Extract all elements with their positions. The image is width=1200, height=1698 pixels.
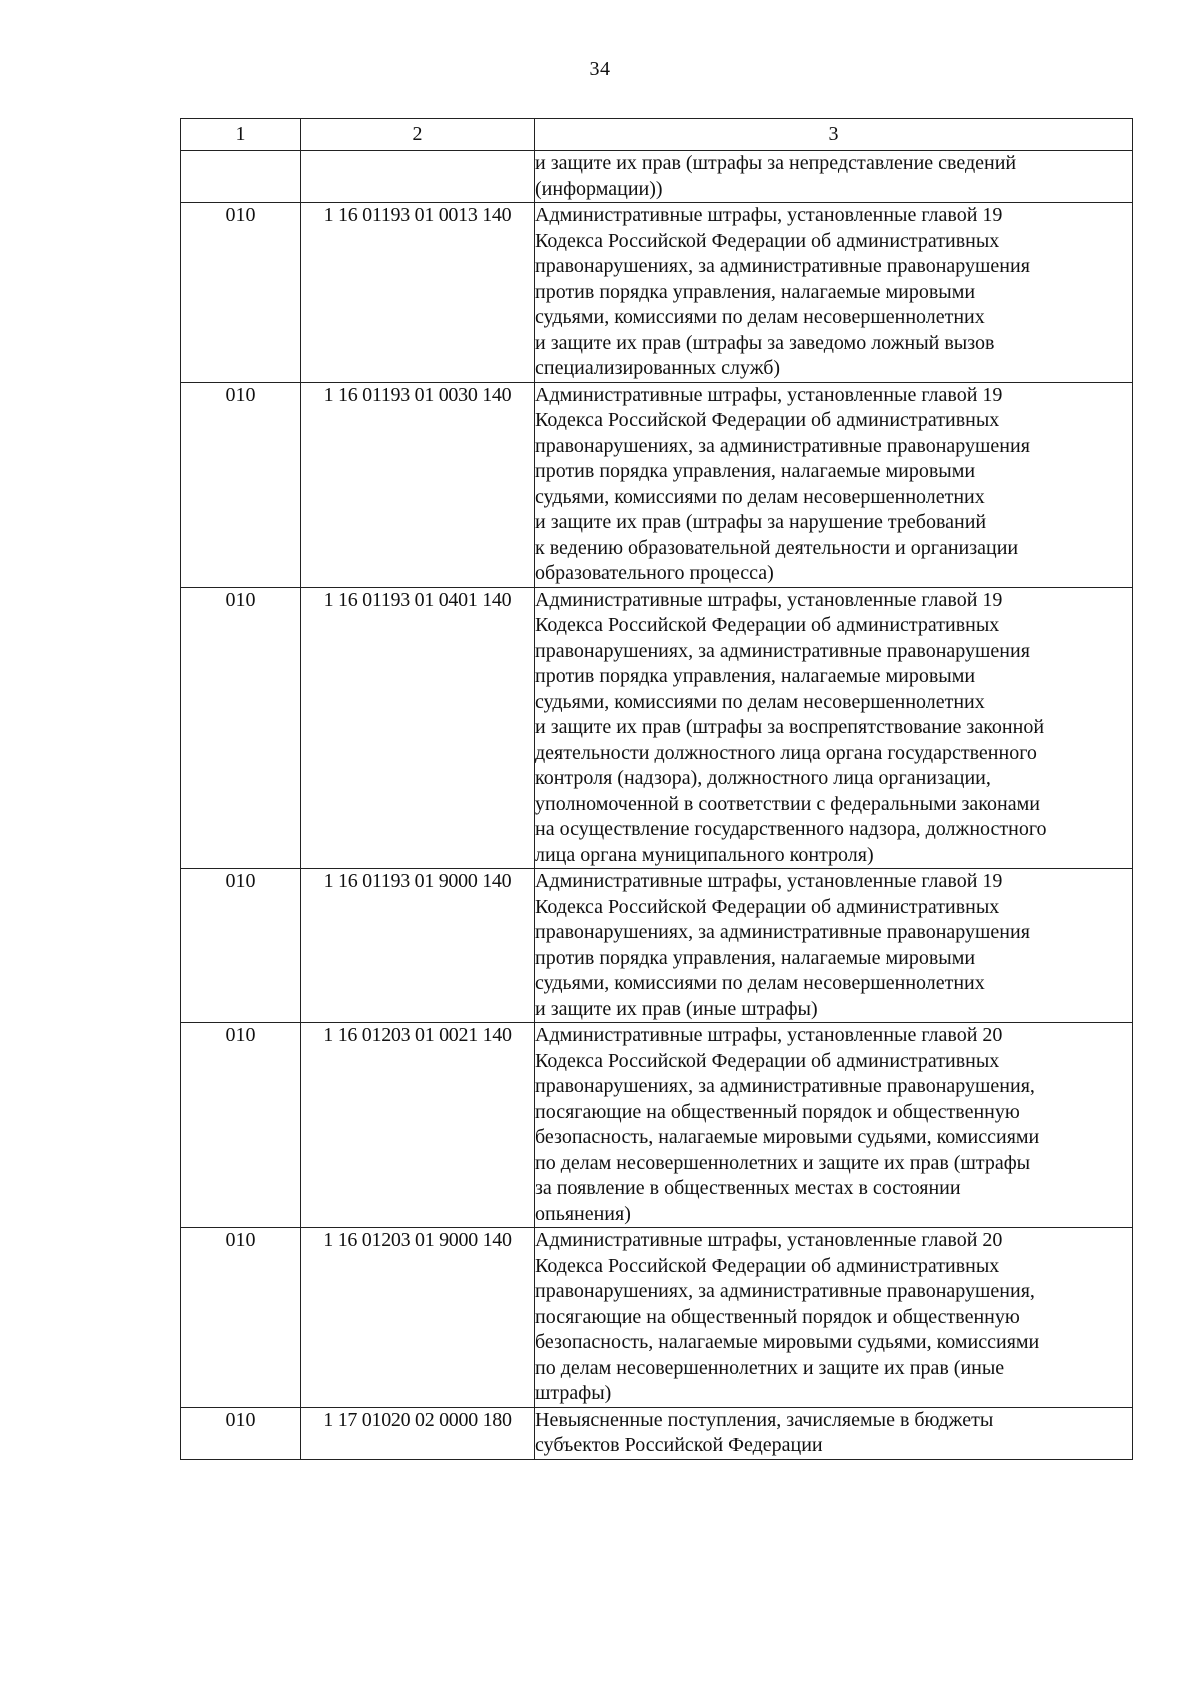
- budget-classification-code-cell: 1 16 01193 01 9000 140: [301, 869, 535, 1023]
- description-line: Административные штрафы, установленные главой 20: [535, 1024, 1003, 1046]
- description-line: лица органа муниципального контроля): [535, 843, 874, 866]
- table-row: [181, 382, 1133, 587]
- description-line: и защите их прав (штрафы за непредставление сведений: [535, 152, 1017, 174]
- description-line: Кодекса Российской Федерации об административных: [535, 409, 1000, 431]
- revenue-description-cell: [535, 1407, 1133, 1459]
- revenue-description-cell: [535, 587, 1133, 869]
- description-line: контроля (надзора), должностного лица организации,: [535, 767, 991, 789]
- header-col-2: 2: [301, 119, 535, 151]
- description-line: против порядка управления, налагаемые мировыми: [535, 665, 976, 687]
- revenue-description-cell: [535, 1228, 1133, 1408]
- description-line: Административные штрафы, установленные главой 20: [535, 1229, 1003, 1251]
- admin-code-cell: 010: [181, 587, 301, 869]
- revenue-description-cell: [535, 203, 1133, 383]
- description-line: правонарушениях, за административные правонарушения: [535, 434, 1030, 457]
- revenue-description-cell: [535, 382, 1133, 587]
- admin-code-cell: 010: [181, 382, 301, 587]
- description-line: образовательного процесса): [535, 562, 774, 584]
- description-line: Кодекса Российской Федерации об административных: [535, 895, 1000, 918]
- description-line: и защите их прав (штрафы за воспрепятствование законной: [535, 716, 1045, 738]
- description-line: опьянения): [535, 1202, 631, 1225]
- description-line: против порядка управления, налагаемые мировыми: [535, 946, 976, 969]
- admin-code-cell: 010: [181, 1023, 301, 1228]
- description-line: уполномоченной в соответствии с федеральными законами: [535, 792, 1040, 815]
- description-line: на осуществление государственного надзора, должностного: [535, 818, 1047, 840]
- budget-classification-code-cell: 1 16 01193 01 0401 140: [301, 587, 535, 869]
- description-line: судьями, комиссиями по делам несовершеннолетних: [535, 690, 985, 713]
- budget-classification-code-cell: 1 16 01203 01 0021 140: [301, 1023, 535, 1228]
- table-row: [181, 1228, 1133, 1408]
- description-line: деятельности должностного лица органа государственного: [535, 741, 1037, 764]
- description-line: субъектов Российской Федерации: [535, 1434, 823, 1456]
- description-line: Невыясненные поступления, зачисляемые в бюджеты: [535, 1408, 994, 1431]
- description-line: безопасность, налагаемые мировыми судьями, комиссиями: [535, 1331, 1040, 1353]
- table-row: [181, 587, 1133, 869]
- description-line: по делам несовершеннолетних и защите их прав (штрафы: [535, 1151, 1031, 1174]
- description-line: по делам несовершеннолетних и защите их прав (иные: [535, 1356, 1005, 1379]
- table-row: [181, 1023, 1133, 1228]
- description-line: Кодекса Российской Федерации об административных: [535, 614, 1000, 636]
- revenue-description-cell: [535, 151, 1133, 203]
- description-line: Кодекса Российской Федерации об административных: [535, 1049, 1000, 1072]
- revenue-codes-table: [180, 118, 1133, 1460]
- description-line: правонарушениях, за административные правонарушения: [535, 639, 1030, 662]
- description-line: Административные штрафы, установленные главой 19: [535, 588, 1003, 611]
- description-line: к ведению образовательной деятельности и организации: [535, 536, 1019, 559]
- description-line: против порядка управления, налагаемые мировыми: [535, 280, 976, 303]
- description-line: Административные штрафы, установленные главой 19: [535, 870, 1003, 892]
- description-line: судьями, комиссиями по делам несовершеннолетних: [535, 485, 985, 508]
- description-line: штрафы): [535, 1382, 612, 1404]
- description-line: безопасность, налагаемые мировыми судьями, комиссиями: [535, 1126, 1040, 1148]
- description-line: судьями, комиссиями по делам несовершеннолетних: [535, 306, 985, 328]
- description-line: Административные штрафы, установленные главой 19: [535, 383, 1003, 406]
- table-row: [181, 869, 1133, 1023]
- description-line: и защите их прав (штрафы за нарушение требований: [535, 511, 987, 533]
- description-line: Административные штрафы, установленные главой 19: [535, 204, 1003, 226]
- admin-code-cell: 010: [181, 203, 301, 383]
- description-line: посягающие на общественный порядок и общественную: [535, 1305, 1020, 1328]
- table-header-row: [181, 119, 1133, 151]
- budget-classification-code-cell: 1 17 01020 02 0000 180: [301, 1407, 535, 1459]
- header-col-1: 1: [181, 119, 301, 151]
- budget-classification-code-cell: 1 16 01193 01 0013 140: [301, 203, 535, 383]
- description-line: посягающие на общественный порядок и общественную: [535, 1100, 1020, 1123]
- budget-classification-code-cell: [301, 151, 535, 203]
- description-line: правонарушениях, за административные правонарушения,: [535, 1280, 1035, 1302]
- budget-classification-code-cell: 1 16 01193 01 0030 140: [301, 382, 535, 587]
- budget-classification-code-cell: 1 16 01203 01 9000 140: [301, 1228, 535, 1408]
- table-row: [181, 1407, 1133, 1459]
- description-line: правонарушениях, за административные правонарушения: [535, 921, 1030, 943]
- description-line: и защите их прав (штрафы за заведомо ложный вызов: [535, 331, 995, 354]
- header-col-3: 3: [535, 119, 1133, 151]
- table-body: [181, 151, 1133, 1460]
- table-row: [181, 203, 1133, 383]
- admin-code-cell: 010: [181, 1407, 301, 1459]
- description-line: специализированных служб): [535, 357, 781, 379]
- description-line: и защите их прав (иные штрафы): [535, 997, 818, 1020]
- table-row: [181, 151, 1133, 203]
- description-line: Кодекса Российской Федерации об административных: [535, 229, 1000, 252]
- revenue-description-cell: [535, 1023, 1133, 1228]
- description-line: против порядка управления, налагаемые мировыми: [535, 460, 976, 482]
- description-line: правонарушениях, за административные правонарушения: [535, 255, 1030, 277]
- admin-code-cell: 010: [181, 1228, 301, 1408]
- revenue-description-cell: [535, 869, 1133, 1023]
- admin-code-cell: 010: [181, 869, 301, 1023]
- description-line: судьями, комиссиями по делам несовершеннолетних: [535, 972, 985, 994]
- description-line: (информации)): [535, 177, 663, 200]
- description-line: правонарушениях, за административные правонарушения,: [535, 1075, 1035, 1097]
- page-number: 34: [589, 58, 611, 80]
- description-line: за появление в общественных местах в состоянии: [535, 1177, 961, 1199]
- description-line: Кодекса Российской Федерации об административных: [535, 1254, 1000, 1277]
- admin-code-cell: [181, 151, 301, 203]
